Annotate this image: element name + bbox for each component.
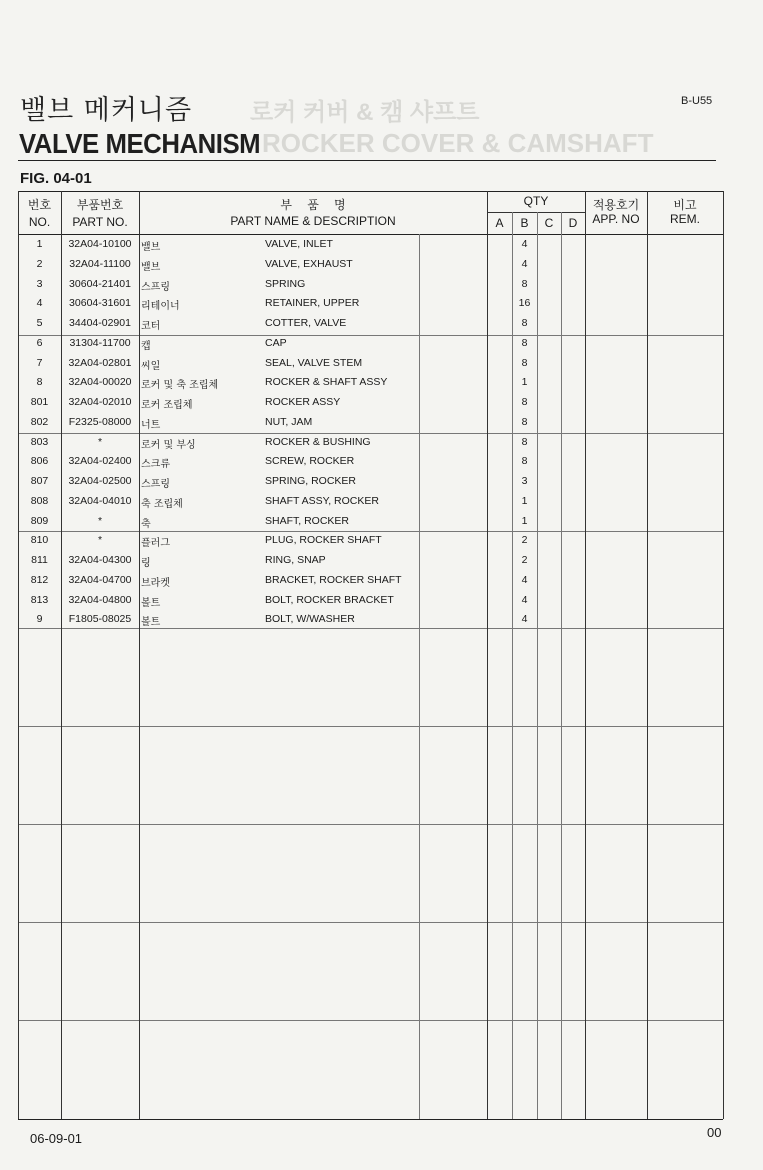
column-divider — [585, 191, 586, 1119]
header-qty-a: A — [495, 216, 504, 230]
part-name-korean: 너트 — [141, 420, 161, 431]
page-title: VALVE MECHANISM — [19, 128, 261, 159]
qty-b-value: 8 — [521, 436, 528, 448]
part-number: F1805-08025 — [68, 613, 132, 625]
header-rem: REM. — [670, 212, 700, 226]
column-divider — [419, 234, 420, 1119]
qty-b-value: 8 — [521, 357, 528, 369]
table-bottom-border — [18, 1119, 723, 1120]
qty-b-value: 1 — [521, 376, 528, 388]
part-number: 32A04-11100 — [69, 258, 131, 270]
qty-subheader-line — [487, 212, 585, 213]
header-part-korean: 부품번호 — [76, 198, 124, 212]
page-title-korean: 밸브 메커니즘 — [20, 95, 193, 126]
part-name: VALVE, INLET — [265, 238, 333, 250]
table-top-border — [18, 191, 723, 192]
part-name: SHAFT ASSY, ROCKER — [265, 495, 379, 507]
part-name-korean: 스프링 — [141, 479, 170, 490]
part-name-korean: 리테이너 — [141, 301, 180, 312]
qty-b-value: 4 — [521, 574, 528, 586]
part-number: 32A04-02801 — [68, 357, 132, 369]
qty-b-value: 1 — [521, 515, 528, 527]
part-name: CAP — [265, 337, 287, 349]
part-name-korean: 링 — [141, 558, 151, 569]
footer-page-number: 00 — [707, 1125, 722, 1140]
bleed-through-text: ROCKER COVER & CAMSHAFT — [262, 128, 654, 158]
row-number: 4 — [36, 297, 43, 309]
part-name-korean: 캡 — [141, 341, 151, 352]
part-name-korean: 코터 — [141, 321, 161, 332]
part-name: RING, SNAP — [265, 554, 326, 566]
part-name: ROCKER ASSY — [265, 396, 341, 408]
qty-b-value: 1 — [521, 495, 528, 507]
part-name: RETAINER, UPPER — [265, 297, 360, 309]
part-number: 32A04-02010 — [68, 396, 132, 408]
part-name-korean: 볼트 — [141, 598, 161, 609]
column-divider — [537, 212, 538, 1119]
row-number: 5 — [36, 317, 43, 329]
footer-date: 06-09-01 — [30, 1131, 83, 1146]
qty-b-value: 4 — [521, 594, 528, 606]
header-part-name: PART NAME & DESCRIPTION — [230, 214, 396, 228]
qty-b-value: 8 — [521, 396, 528, 408]
title-divider — [18, 160, 716, 161]
page-code: B-U55 — [681, 95, 713, 107]
part-name: NUT, JAM — [265, 416, 313, 428]
row-number: 809 — [30, 515, 49, 527]
part-number: * — [97, 436, 103, 448]
group-divider — [18, 628, 723, 629]
header-app-no: APP. NO — [592, 212, 640, 226]
part-number: 30604-31601 — [69, 297, 131, 309]
part-name-korean: 로커 조립체 — [141, 400, 193, 411]
part-name-korean: 스크류 — [141, 459, 170, 470]
header-no-korean: 번호 — [27, 198, 52, 212]
header-qty-c: C — [544, 216, 554, 230]
qty-b-value: 4 — [521, 258, 528, 270]
group-divider — [18, 922, 723, 923]
group-divider — [18, 433, 723, 434]
row-number: 807 — [30, 475, 49, 487]
qty-b-value: 3 — [521, 475, 528, 487]
part-name-korean: 볼트 — [141, 617, 161, 628]
column-divider — [561, 212, 562, 1119]
part-name: SPRING — [265, 278, 306, 290]
row-number: 801 — [30, 396, 49, 408]
row-number: 806 — [30, 455, 49, 467]
part-name: BRACKET, ROCKER SHAFT — [265, 574, 402, 586]
part-name-korean: 축 — [141, 519, 151, 530]
part-name-korean: 로커 및 축 조립체 — [141, 380, 219, 391]
bleed-through-text: 로커 커버 & 캠 샤프트 — [250, 99, 480, 126]
row-number: 813 — [30, 594, 49, 606]
table-right-border — [723, 191, 724, 1119]
table-left-border — [18, 191, 19, 1119]
part-number: 32A04-00020 — [68, 376, 132, 388]
part-number: 32A04-04800 — [68, 594, 132, 606]
part-name: COTTER, VALVE — [265, 317, 347, 329]
part-number: 32A04-04700 — [68, 574, 132, 586]
group-divider — [18, 335, 723, 336]
header-qty-d: D — [568, 216, 578, 230]
column-divider — [139, 191, 140, 1119]
part-name: SHAFT, ROCKER — [265, 515, 350, 527]
part-name: SCREW, ROCKER — [265, 455, 355, 467]
row-number: 803 — [30, 436, 49, 448]
part-name-korean: 밸브 — [141, 242, 161, 253]
qty-b-value: 8 — [521, 416, 528, 428]
row-number: 812 — [30, 574, 49, 586]
part-name: SEAL, VALVE STEM — [265, 357, 363, 369]
part-name-korean: 플러그 — [141, 538, 170, 549]
qty-b-value: 8 — [521, 455, 528, 467]
header-app-korean: 적용호기 — [592, 198, 640, 212]
figure-label: FIG. 04-01 — [20, 170, 92, 187]
part-name-korean: 로커 및 부싱 — [141, 440, 196, 451]
part-number: 32A04-10100 — [68, 238, 132, 250]
header-no: NO. — [28, 215, 51, 229]
row-number: 810 — [30, 534, 49, 546]
header-qty: QTY — [523, 194, 549, 208]
part-name-korean: 스프링 — [141, 282, 170, 293]
part-name: BOLT, W/WASHER — [265, 613, 355, 625]
column-divider — [647, 191, 648, 1119]
part-name: BOLT, ROCKER BRACKET — [265, 594, 394, 606]
group-divider — [18, 531, 723, 532]
header-name-korean: 부 품 명 — [280, 198, 346, 212]
part-name: ROCKER & BUSHING — [265, 436, 371, 448]
qty-b-value: 2 — [521, 554, 528, 566]
part-name: PLUG, ROCKER SHAFT — [265, 534, 382, 546]
row-number: 3 — [36, 278, 43, 290]
row-number: 2 — [36, 258, 43, 270]
row-number: 808 — [30, 495, 49, 507]
qty-b-value: 4 — [521, 613, 528, 625]
part-number: 31304-11700 — [69, 337, 131, 349]
part-number: * — [97, 534, 103, 546]
part-number: 30604-21401 — [69, 278, 131, 290]
part-name-korean: 밸브 — [141, 262, 161, 273]
row-number: 811 — [31, 554, 48, 566]
part-name-korean: 축 조립체 — [141, 499, 183, 510]
header-bottom-border — [18, 234, 723, 235]
qty-b-value: 8 — [521, 278, 528, 290]
row-number: 8 — [36, 376, 43, 388]
part-name: ROCKER & SHAFT ASSY — [265, 376, 388, 388]
column-divider — [487, 191, 488, 1119]
part-number: * — [97, 515, 103, 527]
header-qty-b: B — [520, 216, 529, 230]
part-number: 32A04-02400 — [68, 455, 132, 467]
part-name: SPRING, ROCKER — [265, 475, 357, 487]
row-number: 9 — [36, 613, 43, 625]
row-number: 7 — [36, 357, 43, 369]
group-divider — [18, 726, 723, 727]
row-number: 6 — [36, 337, 43, 349]
header-rem-korean: 비고 — [673, 198, 697, 212]
part-number: F2325-08000 — [68, 416, 132, 428]
qty-b-value: 4 — [521, 238, 528, 250]
row-number: 1 — [36, 238, 43, 250]
part-number: 32A04-02500 — [68, 475, 132, 487]
header-part-no: PART NO. — [72, 215, 128, 229]
part-name: VALVE, EXHAUST — [265, 258, 353, 270]
group-divider — [18, 1020, 723, 1021]
qty-b-value: 8 — [521, 317, 528, 329]
group-divider — [18, 824, 723, 825]
part-name-korean: 브라켓 — [141, 578, 170, 589]
part-number: 34404-02901 — [69, 317, 131, 329]
qty-b-value: 2 — [521, 534, 528, 546]
part-number: 32A04-04300 — [68, 554, 132, 566]
part-number: 32A04-04010 — [68, 495, 132, 507]
qty-b-value: 16 — [518, 297, 531, 309]
part-name-korean: 씨일 — [141, 361, 161, 372]
row-number: 802 — [30, 416, 49, 428]
qty-b-value: 8 — [521, 337, 528, 349]
column-divider — [61, 191, 62, 1119]
